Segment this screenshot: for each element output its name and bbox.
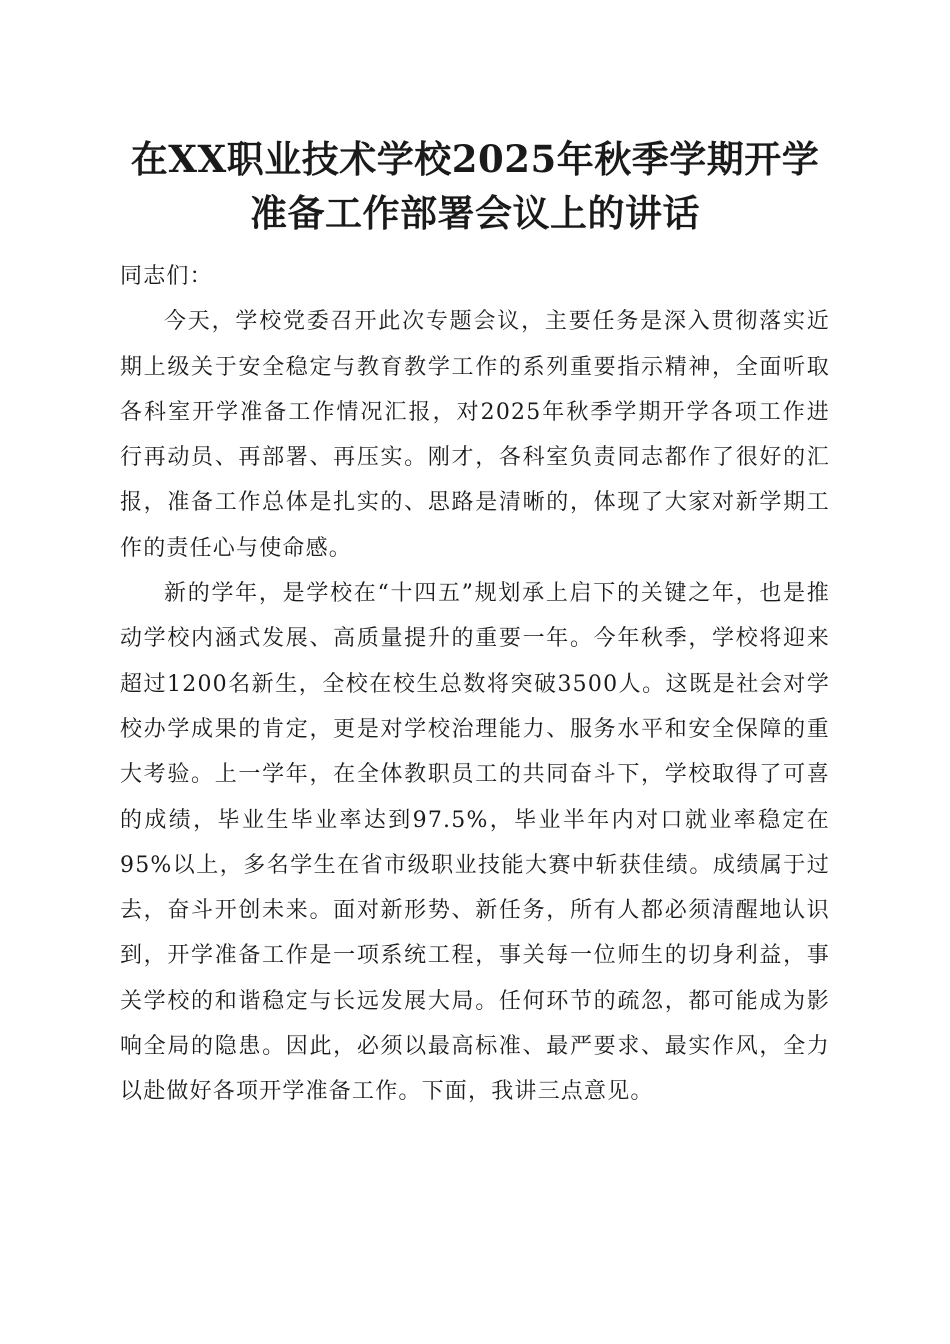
paragraph-2: 新的学年，是学校在“十四五”规划承上启下的关键之年，也是推动学校内涵式发展、高质量提升的重要一年。今年秋季，学校将迎来超过1200名新生，全校在校生总数将突破3500人。这既是社会对学校办学成果的肯定，更是对学校治理能力、服务水平和安全保障的重大考验。上一学年，在全体教职员工的共同奋斗下，学校取得了可喜的成绩，毕业生毕业率达到97.5%，毕业半年内对口就业率稳定在95%以上，多名学生在省市级职业技能大赛中斩获佳绩。成绩属于过去，奋斗开创未来。面对新形势、新任务，所有人都必须清醒地认识到，开学准备工作是一项系统工程，事关每一位师生的切身利益，事关学校的和谐稳定与长远发展大局。任何环节的疏忽，都可能成为影响全局的隐患。因此，必须以最高标准、最严要求、最实作风，全力以赴做好各项开学准备工作。下面，我讲三点意见。 xyxy=(120,581,830,1105)
greeting: 同志们： xyxy=(120,264,213,289)
document-title: 在XX职业技术学校2025年秋季学期开学准备工作部署会议上的讲话 xyxy=(130,137,820,235)
paragraph-1: 今天，学校党委召开此次专题会议，主要任务是深入贯彻落实近期上级关于安全稳定与教育教学工作的系列重要指示精神，全面听取各科室开学准备工作情况汇报，对2025年秋季学期开学各项工作进行再动员、再部署、再压实。刚才，各科室负责同志都作了很好的汇报，准备工作总体是扎实的、思路是清晰的，体现了大家对新学期工作的责任心与使命感。 xyxy=(120,309,830,561)
document-body xyxy=(120,254,830,1115)
